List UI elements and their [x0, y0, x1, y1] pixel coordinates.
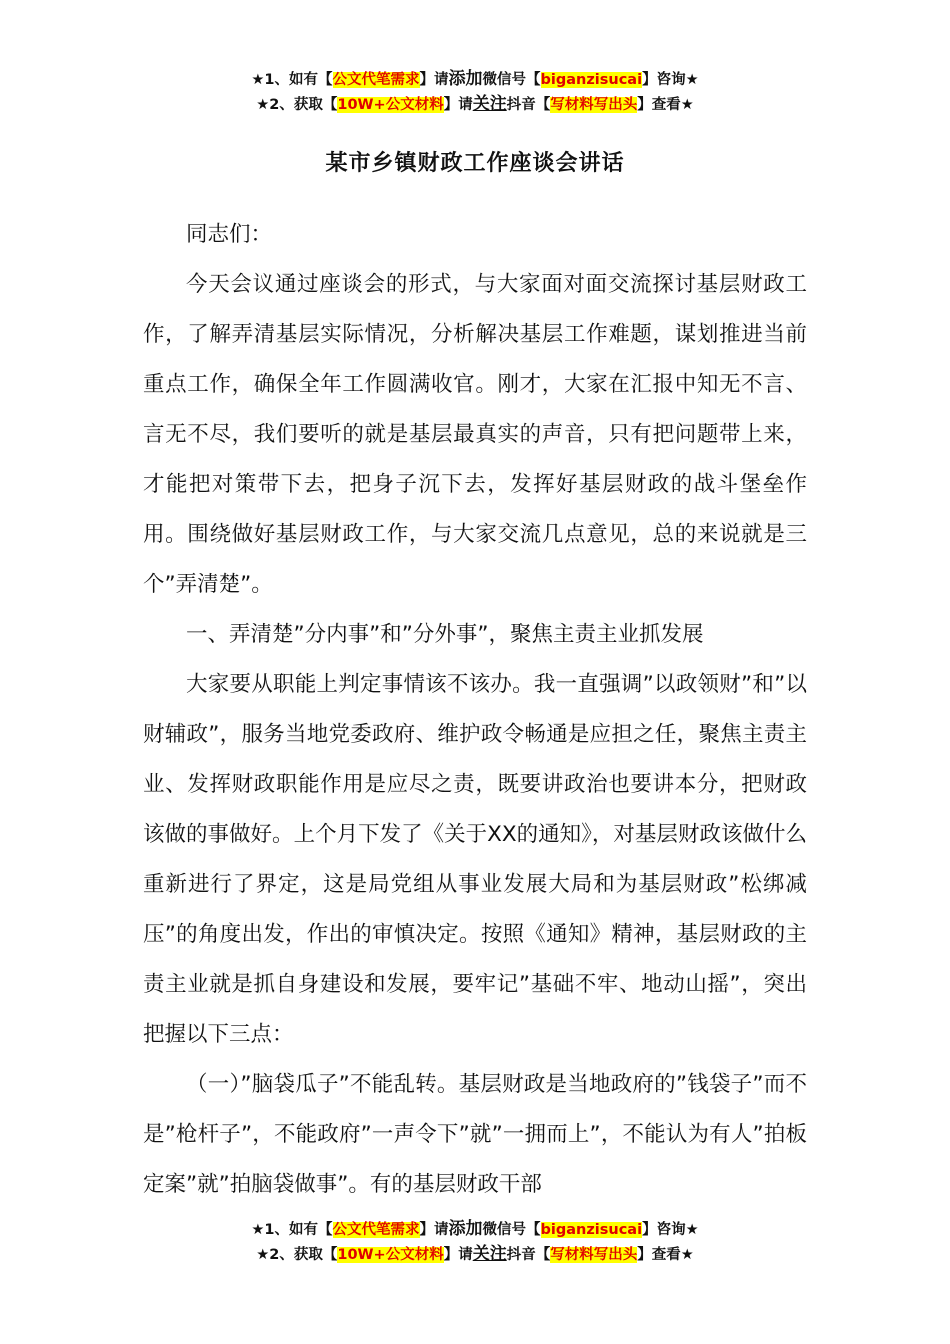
section-heading: 一、弄清楚”分内事”和”分外事”，聚焦主责主业抓发展 [186, 622, 704, 647]
bottom-promo-banner [0, 1217, 950, 1267]
promo-emphasis: 添加 [448, 69, 483, 89]
promo-text: 】咨询★ [642, 1222, 699, 1238]
promo-wechat-id: biganzisucai [540, 1222, 643, 1238]
promo-text: ★2、获取【 [256, 1247, 338, 1263]
promo-wechat-id: biganzisucai [540, 72, 643, 88]
body-paragraph: （一）”脑袋瓜子”不能乱转。基层财政是当地政府的”钱袋子”而不是”枪杆子”，不能政府”一声令下”就”一拥而上”，不能认为有人”拍板定案”就”拍脑袋做事”。有的基层财政干部 [143, 1072, 807, 1197]
document-body [143, 210, 807, 1210]
promo-highlight: 公文代笔需求 [332, 72, 420, 88]
promo-text: 微信号【 [482, 72, 541, 88]
promo-text: 微信号【 [482, 1222, 541, 1238]
promo-text: 抖音【 [506, 1247, 551, 1263]
document-title: 某市乡镇财政工作座谈会讲话 [325, 151, 625, 176]
body-paragraph: 大家要从职能上判定事情该不该办。我一直强调”以政领财”和”以财辅政”，服务当地党委政府、维护政令畅通是应担之任，聚焦主责主业、发挥财政职能作用是应尽之责，既要讲政治也要讲本分，把财政该做的事做好。上个月下发了《关于XX的通知》，对基层财政该做什么重新进行了界定，这是局党组从事业发展大局和为基层财政”松绑减压”的角度出发，作出的审慎决定。按照《通知》精神，基层财政的主责主业就是抓自身建设和发展，要牢记”基础不牢、地动山摇”，突出把握以下三点： [143, 672, 807, 1047]
promo-text: 】请 [443, 1247, 473, 1263]
promo-text: 】查看★ [637, 1247, 694, 1263]
promo-line-1 [0, 67, 950, 92]
promo-text: 】查看★ [637, 97, 694, 113]
promo-text: ★1、如有【 [251, 72, 333, 88]
promo-text: 】请 [419, 72, 449, 88]
promo-line-2 [0, 1242, 950, 1267]
promo-line-1 [0, 1217, 950, 1242]
top-promo-banner [0, 67, 950, 117]
promo-emphasis: 关注 [472, 94, 507, 114]
body-paragraph: 今天会议通过座谈会的形式，与大家面对面交流探讨基层财政工作，了解弄清基层实际情况，分析解决基层工作难题，谋划推进当前重点工作，确保全年工作圆满收官。刚才，大家在汇报中知无不言、言无不尽，我们要听的就是基层最真实的声音，只有把问题带上来，才能把对策带下去，把身子沉下去，发挥好基层财政的战斗堡垒作用。围绕做好基层财政工作，与大家交流几点意见，总的来说就是三个”弄清楚”。 [143, 272, 807, 597]
promo-emphasis: 关注 [472, 1244, 507, 1264]
promo-emphasis: 添加 [448, 1219, 483, 1239]
promo-douyin-account: 写材料写出头 [550, 97, 638, 113]
promo-text: 】请 [443, 97, 473, 113]
promo-text: 】请 [419, 1222, 449, 1238]
promo-line-2 [0, 92, 950, 117]
salutation: 同志们： [186, 222, 273, 247]
promo-highlight: 10W+公文材料 [337, 1247, 444, 1263]
promo-douyin-account: 写材料写出头 [550, 1247, 638, 1263]
promo-text: ★2、获取【 [256, 97, 338, 113]
promo-text: 】咨询★ [642, 72, 699, 88]
promo-highlight: 公文代笔需求 [332, 1222, 420, 1238]
promo-text: 抖音【 [506, 97, 551, 113]
promo-highlight: 10W+公文材料 [337, 97, 444, 113]
promo-text: ★1、如有【 [251, 1222, 333, 1238]
